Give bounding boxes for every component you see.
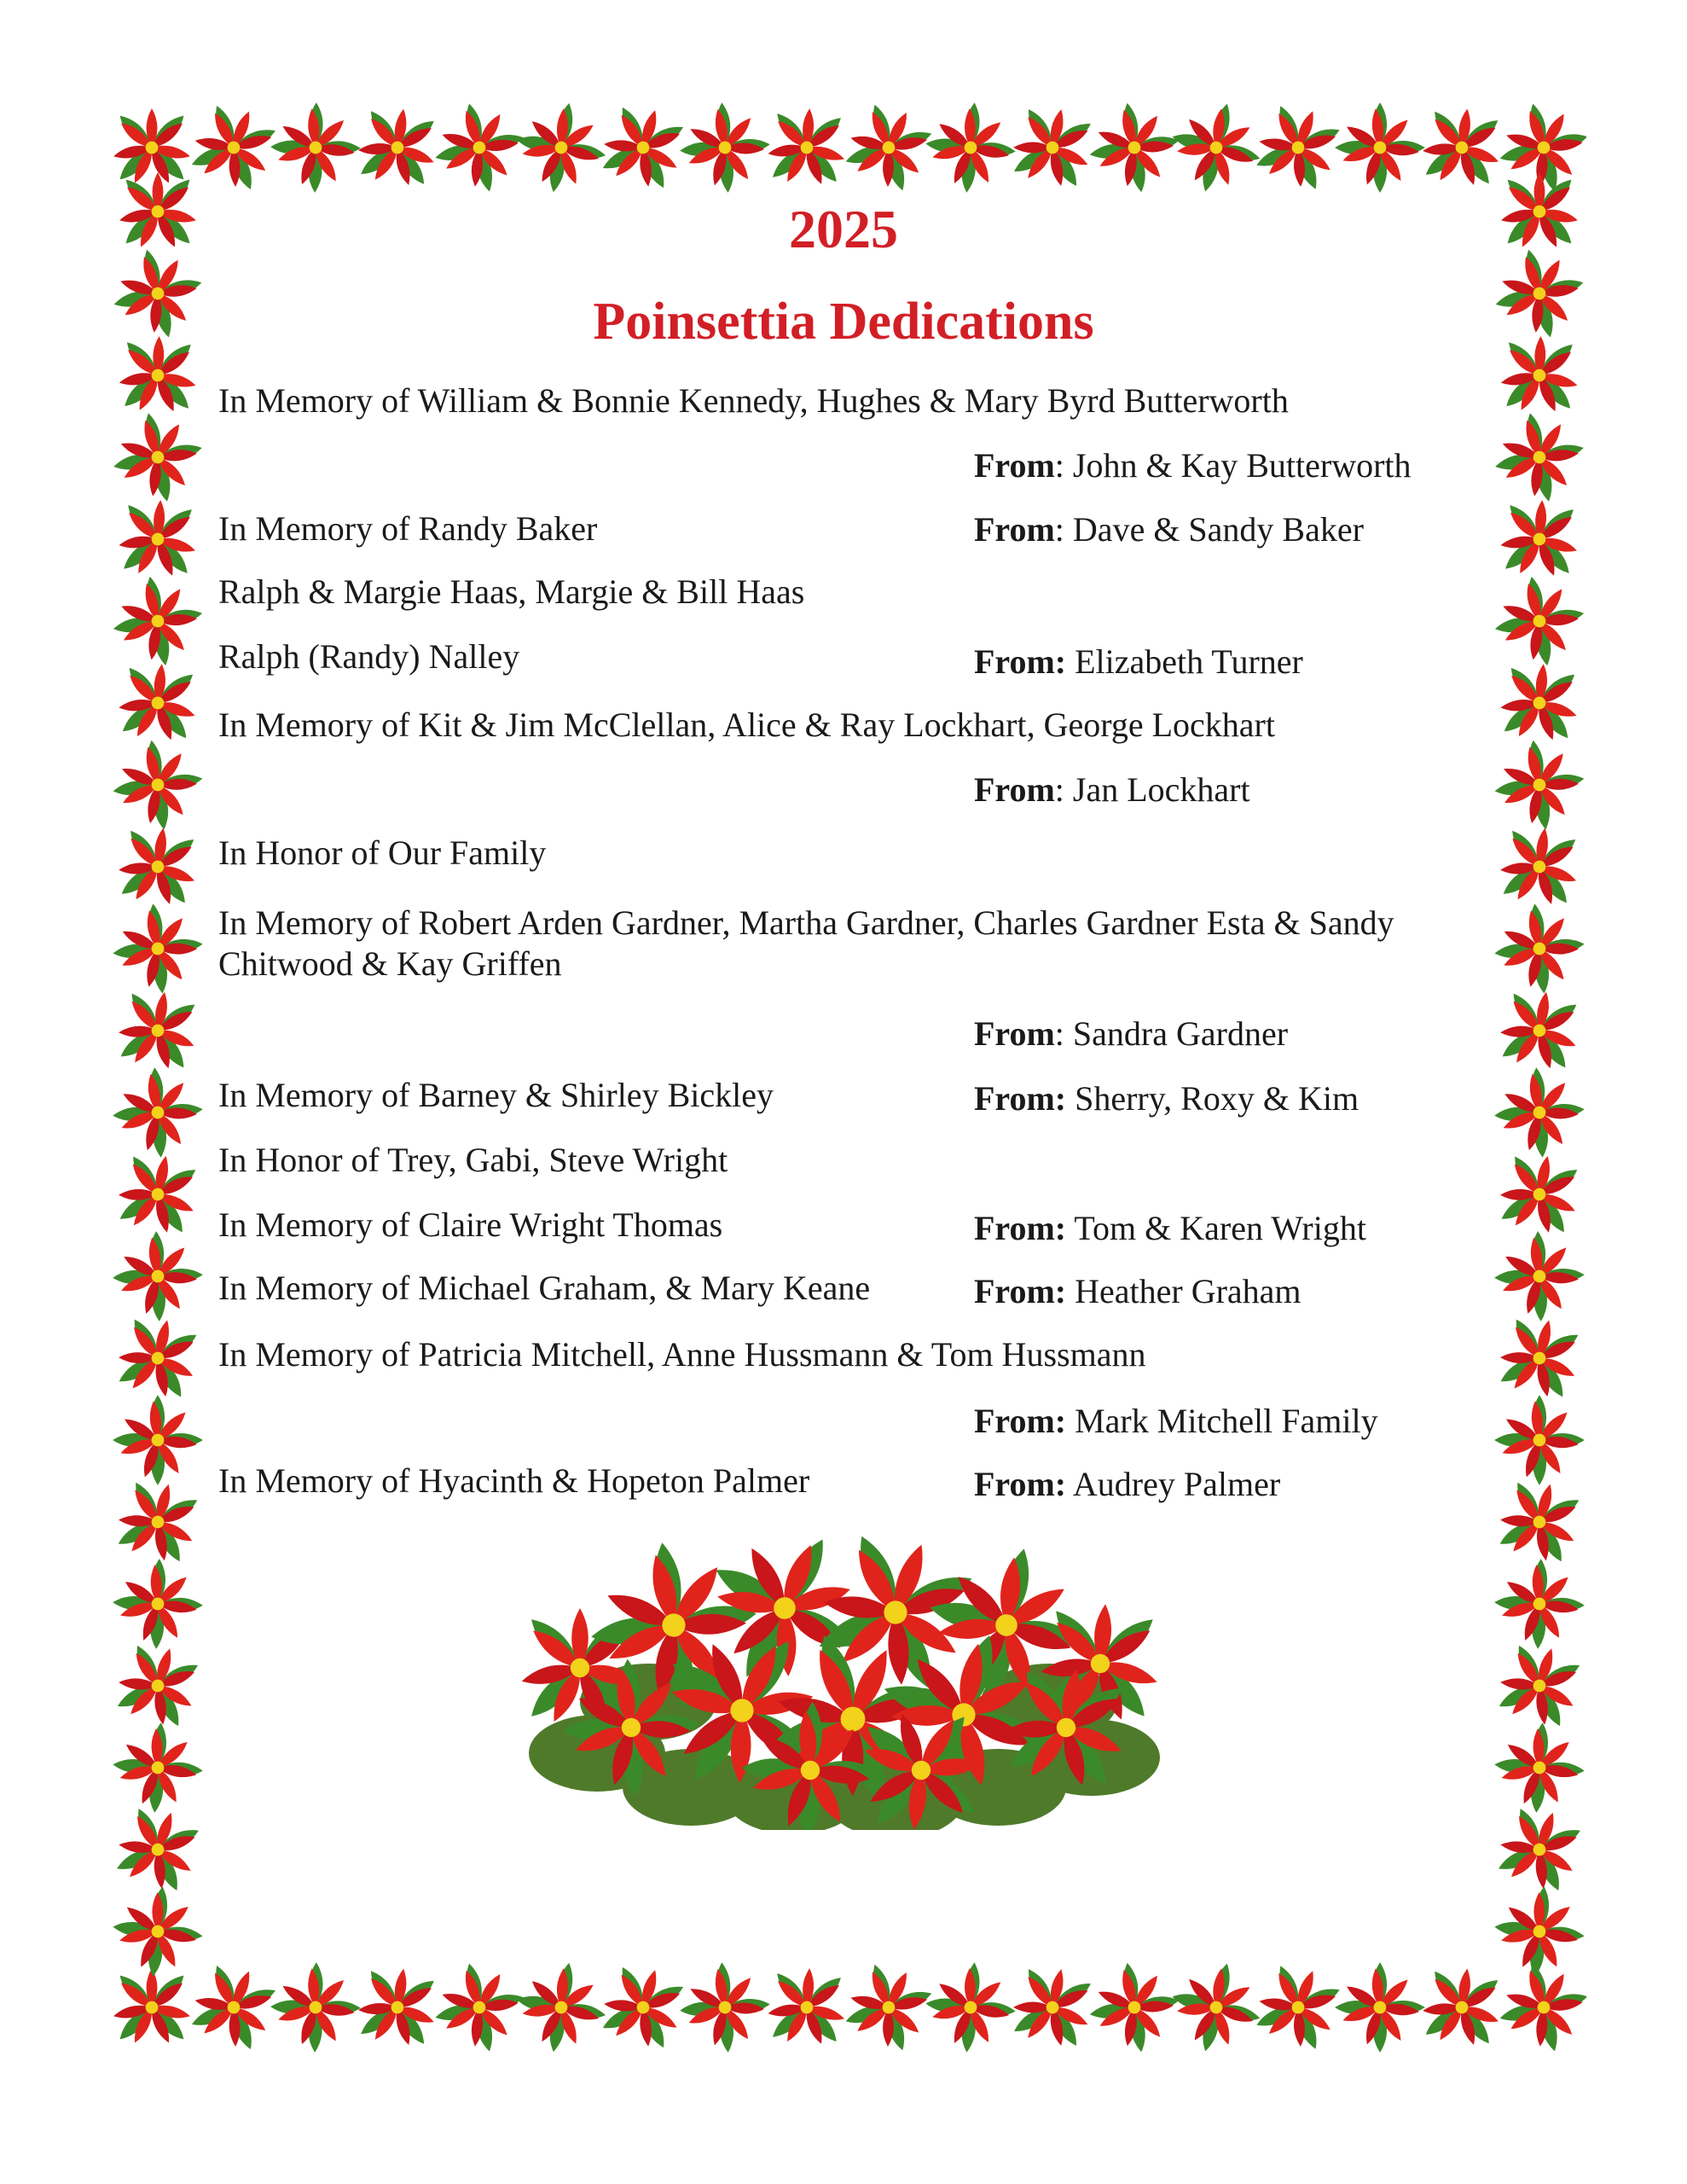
from-label: From <box>974 510 1055 549</box>
dedication-text: Ralph & Margie Haas, Margie & Bill Haas <box>218 572 805 611</box>
from-name: John & Kay Butterworth <box>1072 446 1412 485</box>
dedication-from <box>974 1208 1366 1249</box>
dedication-text: In Honor of Our Family <box>218 834 547 872</box>
from-name: Mark Mitchell Family <box>1075 1402 1378 1440</box>
dedication-from <box>974 642 1303 682</box>
from-label: From: <box>974 1465 1067 1503</box>
dedication-text: Chitwood & Kay Griffen <box>218 944 562 983</box>
from-label: From: <box>974 1079 1067 1118</box>
dedication-text: In Memory of William & Bonnie Kennedy, Hughes & Mary Byrd Butterworth <box>218 381 1289 420</box>
from-name: Elizabeth Turner <box>1075 642 1303 681</box>
dedication-text: In Memory of Robert Arden Gardner, Martha Gardner, Charles Gardner Esta & Sandy <box>218 903 1394 942</box>
dedication-from <box>974 1078 1359 1119</box>
from-label: From <box>974 770 1055 809</box>
from-label: From: <box>974 1402 1067 1440</box>
from-label: From: <box>974 642 1067 681</box>
from-label: From: <box>974 1209 1067 1247</box>
dedication-text: In Honor of Trey, Gabi, Steve Wright <box>218 1141 728 1179</box>
dedication-text: Ralph (Randy) Nalley <box>218 637 520 676</box>
poinsettia-border-left <box>111 171 205 1979</box>
dedication-text: In Memory of Kit & Jim McClellan, Alice & Ray Lockhart, George Lockhart <box>218 706 1275 744</box>
poinsettia-border-top <box>111 101 1586 195</box>
dedication-text: In Memory of Barney & Shirley Bickley <box>218 1076 774 1114</box>
dedication-text: In Memory of Michael Graham, & Mary Keane <box>218 1269 871 1307</box>
dedication-from: From: Sandra Gardner <box>974 1014 1289 1053</box>
from-name: Sherry, Roxy & Kim <box>1075 1079 1359 1118</box>
dedication-text: In Memory of Claire Wright Thomas <box>218 1205 723 1244</box>
dedication-from: From: Jan Lockhart <box>974 770 1250 809</box>
from-label: From: <box>974 1272 1067 1310</box>
poinsettia-bouquet-icon <box>503 1514 1186 1830</box>
page-title: Poinsettia Dedications <box>593 293 1094 351</box>
from-name: Heather Graham <box>1075 1272 1301 1310</box>
dedication-from <box>974 1401 1378 1442</box>
from-name: Jan Lockhart <box>1072 770 1250 809</box>
from-name: Sandra Gardner <box>1072 1014 1289 1053</box>
dedication-text: In Memory of Randy Baker <box>218 509 598 548</box>
from-label: From <box>974 446 1055 485</box>
dedication-from <box>974 1464 1280 1505</box>
poinsettia-border-bottom <box>111 1960 1586 2054</box>
dedication-text: In Memory of Hyacinth & Hopeton Palmer <box>218 1461 810 1500</box>
dedication-from: From: Dave & Sandy Baker <box>974 510 1364 549</box>
from-name: Audrey Palmer <box>1072 1465 1281 1503</box>
from-label: From <box>974 1014 1055 1053</box>
page-year: 2025 <box>789 199 898 259</box>
poinsettia-border-right <box>1493 171 1586 1979</box>
dedication-from: From: John & Kay Butterworth <box>974 446 1412 485</box>
dedication-from <box>974 1271 1301 1312</box>
dedication-text: In Memory of Patricia Mitchell, Anne Hussmann & Tom Hussmann <box>218 1335 1146 1374</box>
from-name: Dave & Sandy Baker <box>1072 510 1364 549</box>
from-name: Tom & Karen Wright <box>1074 1209 1366 1247</box>
